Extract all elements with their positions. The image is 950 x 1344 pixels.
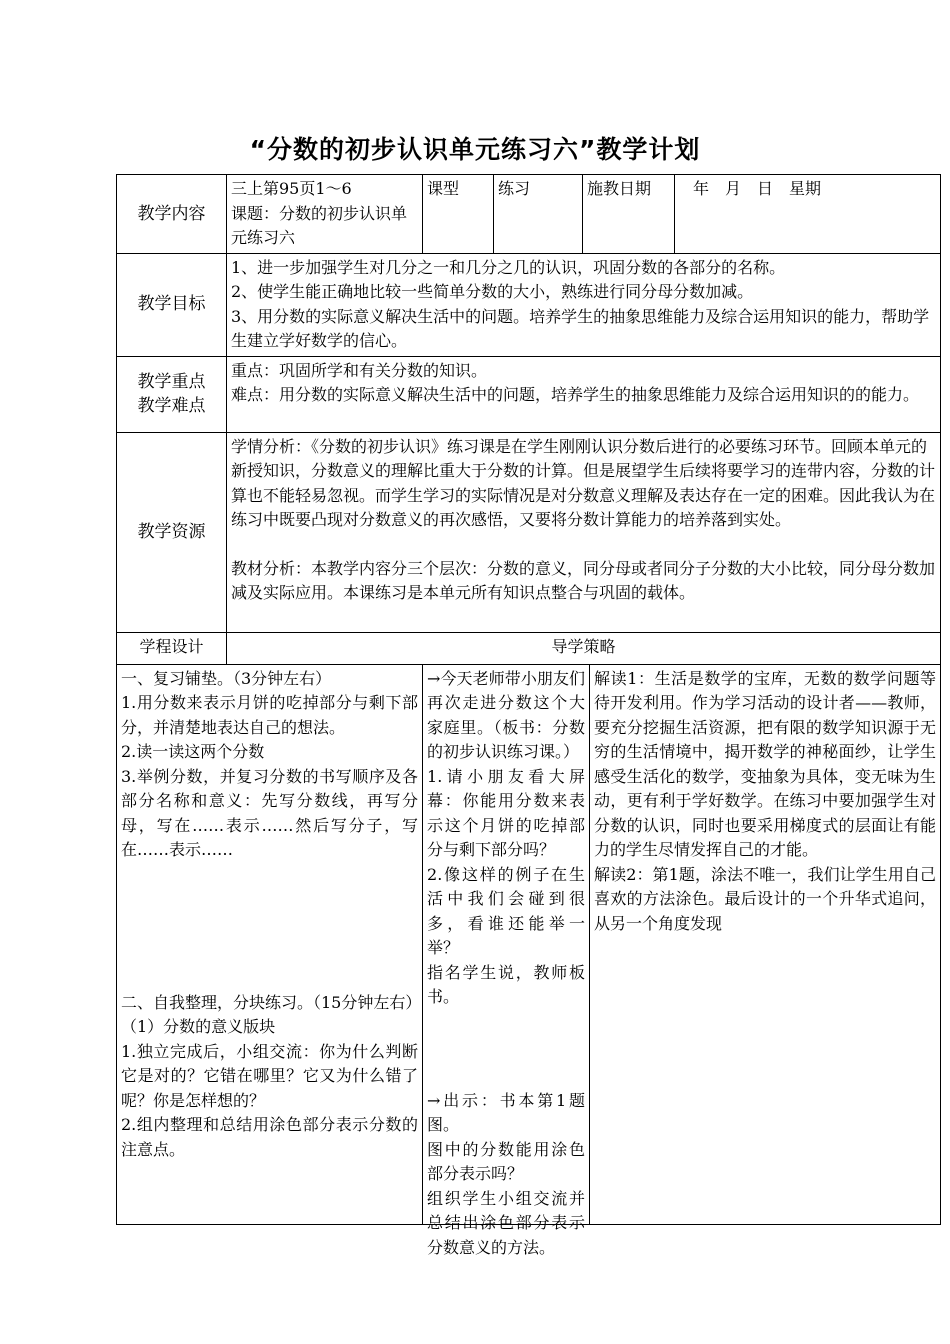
strategy-item: 指名学生说，教师板书。 bbox=[427, 962, 586, 1006]
process-item: 2.组内整理和总结用涂色部分表示分数的注意点。 bbox=[121, 1115, 419, 1159]
row-key-points bbox=[117, 356, 941, 432]
spacer bbox=[231, 533, 936, 557]
process-item: 1.用分数来表示月饼的吃掉部分与剩下部分，并清楚地表达自己的想法。 bbox=[121, 693, 419, 737]
row-teaching-content bbox=[117, 175, 941, 254]
label-key: 教学重点 bbox=[137, 371, 206, 392]
goals-cell bbox=[227, 253, 941, 356]
process-item: 1.独立完成后，小组交流：你为什么判断它是对的？它错在哪里？它又为什么错了呢？你是怎样想的？ bbox=[121, 1041, 419, 1110]
lesson-plan-table bbox=[116, 174, 941, 1257]
header-guidance-strategy: 导学策略 bbox=[227, 632, 941, 664]
label-difficulty: 教学难点 bbox=[137, 396, 206, 416]
resources-cell bbox=[227, 432, 941, 632]
goal-item: 1、进一步加强学生对几分之一和几分之几的认识，巩固分数的各部分的名称。 bbox=[231, 257, 786, 277]
strategy-column bbox=[423, 664, 590, 1257]
content-pages: 三上第95页1～6 bbox=[231, 179, 352, 198]
goal-item: 3、用分数的实际意义解决生活中的问题。培养学生的抽象思维能力及综合运用知识的能力，帮助学生建立学好数学的信心。 bbox=[231, 306, 930, 350]
label-lesson-type: 课型 bbox=[423, 175, 494, 254]
student-analysis: 学情分析：《分数的初步认识》练习课是在学生刚刚认识分数后进行的必要练习环节。回顾本单元的新授知识，分数意义的理解比重大于分数的计算。但是展望学生后续将要学习的连带内容，分数的计算也不能轻易忽视。而学生学习的实际情况是对分数意义理解及表达存在一定的困难。因此我认为在练习中既要凸现对分数意义的再次感悟，又要将分数计算能力的培养落到实处。 bbox=[231, 436, 936, 529]
strategy-item: 图中的分数能用涂色部分表示吗？ bbox=[427, 1139, 586, 1183]
difficulty-text: 难点：用分数的实际意义解决生活中的问题，培养学生的抽象思维能力及综合运用知识的的能力。 bbox=[231, 385, 920, 404]
content-topic: 课题：分数的初步认识单元练习六 bbox=[231, 203, 408, 247]
process-item: 2.读一读这两个分数 bbox=[121, 742, 265, 761]
page-title: “分数的初步认识单元练习六”教学计划 bbox=[249, 135, 701, 164]
key-points-cell bbox=[227, 356, 941, 432]
process-part-1 bbox=[121, 667, 418, 863]
value-teaching-date: 年 月 日 星期 bbox=[675, 175, 941, 254]
strategy-part-1 bbox=[427, 667, 585, 1010]
material-analysis: 教材分析：本教学内容分三个层次：分数的意义，同分母或者同分子分数的大小比较，同分母分数加减及实际应用。本课练习是本单元所有知识点整合与巩固的载体。 bbox=[231, 558, 936, 602]
strategy-item: →今天老师带小朋友们再次走进分数这个大家庭里。（板书：分数的初步认识练习课。） bbox=[427, 668, 586, 761]
note-interpretation-2: 解读2：第1题，涂法不唯一，我们让学生用自己喜欢的方法涂色。最后设计的一个升华式追问，从另一个角度发现 bbox=[594, 864, 937, 933]
strategy-item: →出示：书本第1题图。 bbox=[427, 1090, 586, 1134]
row-section-header bbox=[117, 632, 941, 664]
goal-item: 2、使学生能正确地比较一些简单分数的大小，熟练进行同分母分数加减。 bbox=[231, 282, 754, 301]
note-interpretation-1: 解读1：生活是数学的宝库，无数的数学问题等待开发利用。作为学习活动的设计者——教师，要充分挖掘生活资源，把有限的数学知识源于无穷的生活情境中，揭开数学的神秘面纱，让学生感受生活化的数学，变抽象为具体，变无味为生动，更有利于学好数学。在练习中要加强学生对分数的认识，同时也要采用梯度式的层面让有能力的学生尽情发挥自己的才能。 bbox=[594, 668, 937, 859]
label-teaching-goals: 教学目标 bbox=[117, 253, 227, 356]
label-teaching-resources: 教学资源 bbox=[117, 432, 227, 632]
row-teaching-goals bbox=[117, 253, 941, 356]
process-part-2 bbox=[121, 991, 422, 1163]
process-item: （1）分数的意义版块 bbox=[121, 1017, 276, 1036]
process-item: 3.举例分数，并复习分数的书写顺序及各部分名称和意义：先写分数线，再写分母，写在……表示……然后写分子，写在……表示…… bbox=[121, 766, 419, 859]
notes-column bbox=[590, 664, 941, 1224]
label-key-points bbox=[117, 356, 227, 432]
key-point-text: 重点：巩固所学和有关分数的知识。 bbox=[231, 360, 488, 380]
label-teaching-content: 教学内容 bbox=[117, 175, 227, 254]
strategy-part-2 bbox=[427, 1089, 585, 1261]
strategy-item: 1.请小朋友看大屏幕：你能用分数来表示这个月饼的吃掉部分与剩下部分吗？ bbox=[427, 766, 586, 859]
row-lesson-body bbox=[117, 664, 941, 1224]
content-cell bbox=[227, 175, 423, 254]
process-item: 一、复习铺垫。（3分钟左右） bbox=[121, 668, 332, 688]
strategy-item: 组织学生小组交流并总结出涂色部分表示分数意义的方法。 bbox=[427, 1188, 586, 1257]
row-teaching-resources bbox=[117, 432, 941, 632]
process-item: 二、自我整理，分块练习。（15分钟左右） bbox=[121, 992, 422, 1012]
value-lesson-type: 练习 bbox=[494, 175, 583, 254]
strategy-item: 2.像这样的例子在生活中我们会碰到很多，看谁还能举一举？ bbox=[427, 864, 586, 957]
label-teaching-date: 施教日期 bbox=[583, 175, 675, 254]
process-column bbox=[117, 664, 423, 1224]
header-process-design: 学程设计 bbox=[117, 632, 227, 664]
